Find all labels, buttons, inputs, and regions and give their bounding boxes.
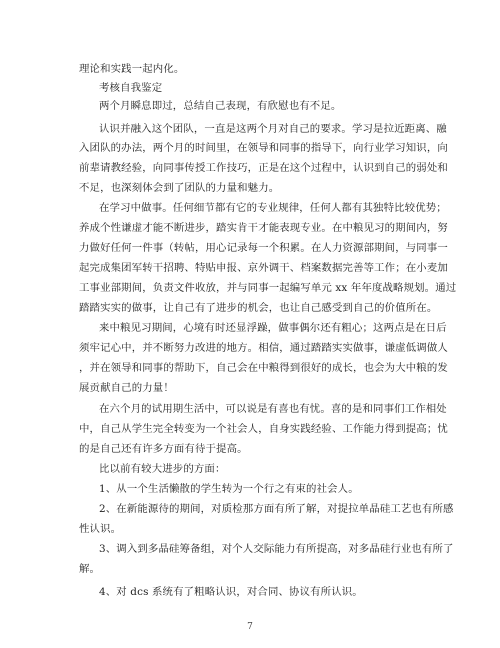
text-line: 的是自己还有许多方面有待于提高。: [79, 443, 248, 455]
list-item-continuation: 解。: [79, 563, 101, 575]
list-item-continuation: 性认识。: [79, 523, 122, 535]
list-item: 2、在新能源待的期间，对质检那方面有所了解，对提拉单晶硅工艺也有所感: [99, 503, 454, 515]
text-line: ，并在领导和同事的帮助下，自己会在中粮得到很好的成长，也会为大中粮的发: [79, 362, 448, 374]
page-number: 7: [247, 622, 253, 632]
list-item: 4、对 dcs 系统有了粗略认识，对合同、协议有所认识。: [99, 586, 363, 598]
text-line: 工事业部期间，负责文件收放，并与同事一起编写单元 xx 年年度战略规划。通过: [79, 282, 457, 294]
text-line: 来中粮见习期间，心境有时还显浮躁，做事偶尔还有粗心；这两点是在日后: [99, 322, 447, 334]
text-line: 入团队的办法，两个月的时间里，在领导和同事的指导下，向行业学习知识，向: [79, 142, 448, 154]
text-line: 在六个月的试用期生活中，可以说是有喜也有忧。喜的是和同事们工作相处: [99, 403, 447, 415]
text-line: 展贡献自己的力量！: [79, 382, 174, 394]
text-line: 认识并融入这个团队，一直是这两个月对自己的要求。学习是拉近距离、融: [99, 123, 447, 135]
text-line: 比以前有较大进步的方面：: [99, 463, 226, 475]
text-line: 踏踏实实的做事，让自己有了进步的机会，也让自己感受到自己的价值所在。: [79, 302, 438, 314]
text-line: 前辈请教经验，向同事传授工作技巧，正是在这个过程中，认识到自己的弱处和: [79, 162, 448, 174]
section-heading: 考核自我鉴定: [99, 82, 163, 94]
text-line: 力做好任何一件事（转帖，用心记录每一个积累。在人力资源部期间，与同事一: [79, 242, 448, 254]
list-item: 3、调入到多晶硅筹备组，对个人交际能力有所提高，对多晶硅行业也有所了: [99, 543, 454, 555]
list-item: 1、从一个生活懒散的学生转为一个行之有束的社会人。: [99, 483, 359, 495]
text-line: 不足，也深刻体会到了团队的力量和魅力。: [79, 182, 280, 194]
text-line: 在学习中做事。任何细节都有它的专业规律，任何人都有其独特比较优势；: [99, 202, 447, 214]
text-line: 起完成集团军转干招聘、特贴申报、京外调干、档案数据完善等工作；在小麦加: [79, 262, 448, 274]
text-line: 须牢记心中，并不断努力改进的地方。相信，通过踏踏实实做事，谦虚低调做人: [79, 342, 448, 354]
text-line: 两个月瞬息即过，总结自己表现，有欣慰也有不足。: [99, 100, 342, 112]
text-line: 养成个性谦虚才能不断进步，踏实肯干才能表现专业。在中粮见习的期间内，努: [79, 222, 448, 234]
text-line: 理论和实践一起内化。: [79, 63, 185, 75]
text-line: 中，自己从学生完全转变为一个社会人，自身实践经验、工作能力得到提高；忧: [79, 423, 448, 435]
